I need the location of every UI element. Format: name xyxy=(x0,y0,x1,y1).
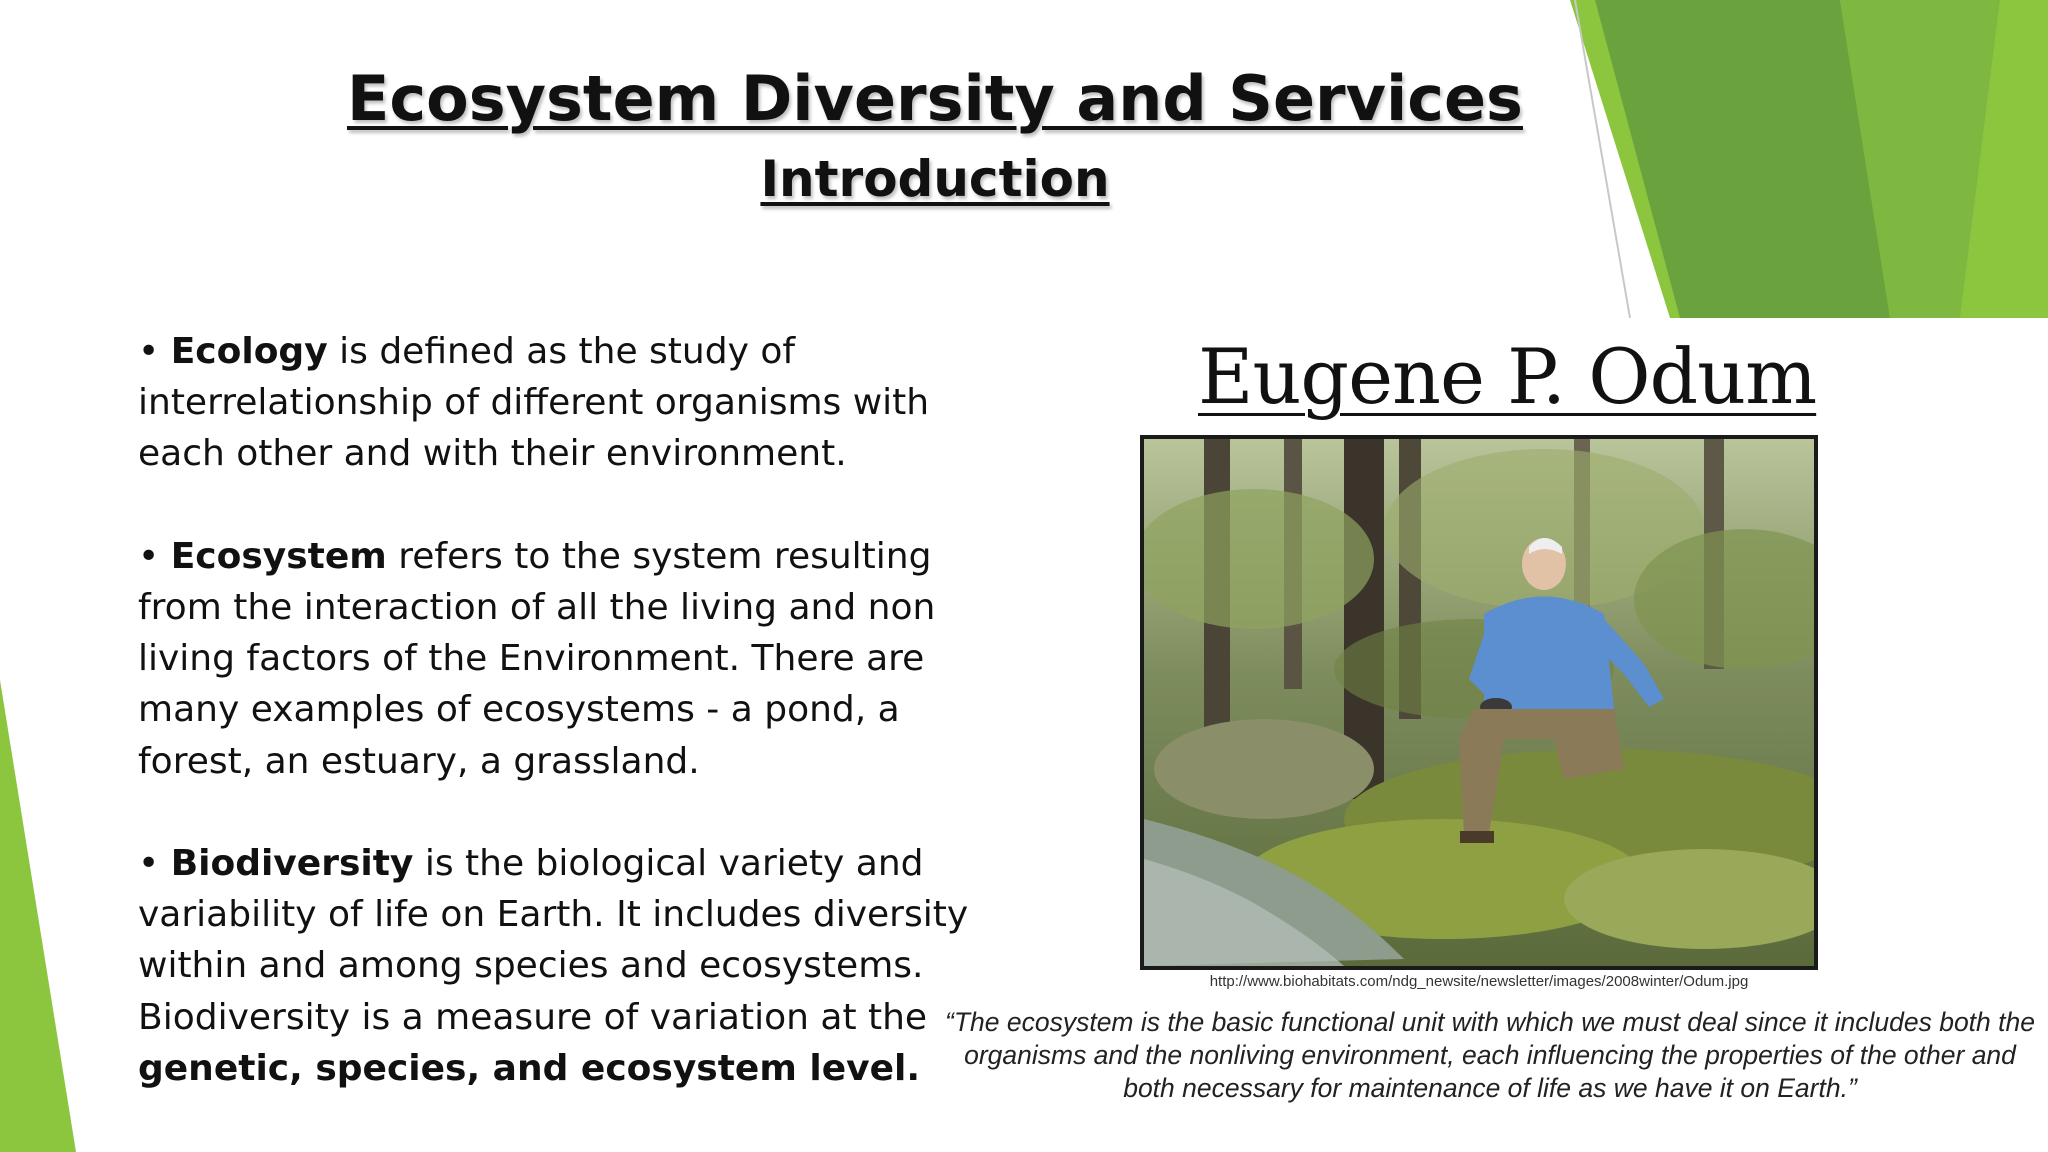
photo-heading: Eugene P. Odum xyxy=(1198,332,1817,421)
bullet-marker: • xyxy=(138,535,160,577)
bullet-marker: • xyxy=(138,331,160,372)
bullet-term: Biodiversity xyxy=(170,843,414,884)
bullet-ecosystem xyxy=(138,531,978,787)
bullet-biodiversity xyxy=(138,838,978,1094)
slide-subtitle: Introduction xyxy=(760,150,1110,208)
bullet-emphasis: genetic, species, and ecosystem level. xyxy=(138,1047,921,1089)
bullet-text: refers to the system resulting from the interaction of all the living and non living factors of the Environment. There are many examples of ecosystems - a pond, a forest, an estuary, a grassland. xyxy=(138,535,936,782)
bullet-marker: • xyxy=(138,843,160,884)
left-edge-shape xyxy=(0,680,76,1152)
bullet-text: is the biological variety and variability of life on Earth. It includes diversity within and among species and ecosystems. Biodiversity is a measure of variation at the xyxy=(138,843,969,1038)
bullet-text: is defined as the study of interrelationship of different organisms with each other and with their environment. xyxy=(138,331,930,475)
forest-scene-image xyxy=(1144,439,1814,966)
bullet-ecology xyxy=(138,326,978,480)
bullet-list xyxy=(138,326,978,1094)
bullet-term: Ecosystem xyxy=(170,535,387,577)
photo-source-url: http://www.biohabitats.com/ndg_newsite/newsletter/images/2008winter/Odum.jpg xyxy=(1209,973,1749,990)
odum-photo xyxy=(1140,435,1818,970)
slide-title: Ecosystem Diversity and Services xyxy=(347,62,1523,135)
odum-quote: “The ecosystem is the basic functional unit with which we must deal since it includes both the organisms and the nonliving environment, each influencing the properties of the other and both necessary for maintenance of life as we have it on Earth.” xyxy=(945,1007,2035,1103)
bullet-term: Ecology xyxy=(170,331,328,372)
